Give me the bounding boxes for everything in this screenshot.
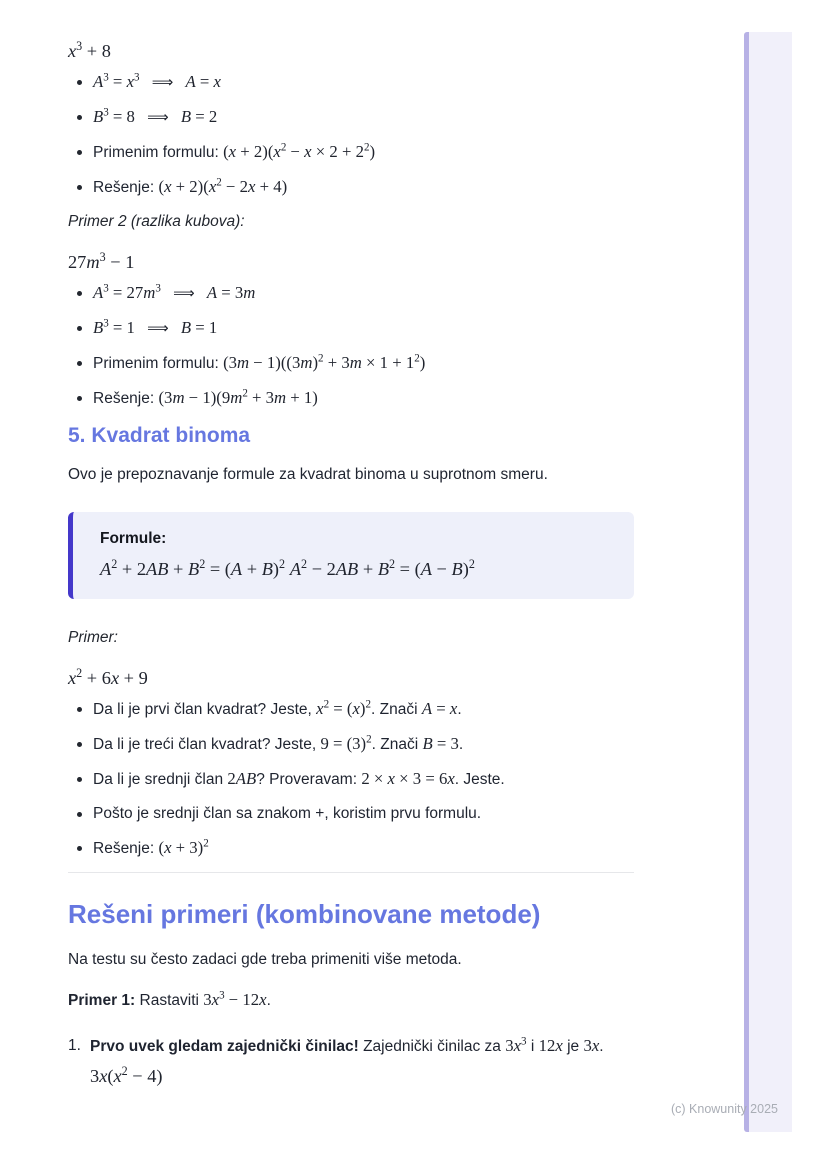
primer-1-lead: Primer 1: Rastaviti $3x^3 - 12x$.	[68, 989, 271, 1009]
numbered-step	[68, 1034, 634, 1090]
binom-steps-list	[68, 698, 634, 860]
list-item: Rešenje: $(3m - 1)(9m^2 + 3m + 1)$	[68, 387, 634, 410]
section-divider	[68, 872, 634, 873]
list-item: $B^3 = 8$ ⟹ B = 2	[68, 106, 634, 129]
math-expression-cube-sum: $x^3 + 8$	[68, 38, 111, 61]
section-intro: Na testu su često zadaci gde treba primeniti više metoda.	[68, 951, 462, 968]
cube-diff-steps-list	[68, 282, 634, 410]
step-result-math: $3x(x^2 - 4)$	[90, 1063, 163, 1086]
numbered-steps	[68, 1034, 634, 1090]
callout-formula: $A^2 + 2AB + B^2 = (A + B)^2$ $A^2 - 2AB + B^2 = (A - B)^2$	[100, 556, 475, 579]
math-expression-cube-diff: $27m^3 - 1$	[68, 249, 135, 272]
math-expression-binom-example: $x^2 + 6x + 9$	[68, 665, 148, 688]
list-item: Da li je treći član kvadrat? Jeste, $9 = (3)^2$. Znači B = 3.	[68, 733, 634, 756]
list-item: Da li je srednji član 2AB? Proveravam: 2 × x × 3 = 6x. Jeste.	[68, 768, 634, 791]
step-number: 1.	[68, 1037, 81, 1054]
footer-credit: (c) Knowunity 2025	[670, 1102, 778, 1116]
list-item: Rešenje: $(x + 2)(x^2 - 2x + 4)$	[68, 176, 634, 199]
list-item: $B^3 = 1$ ⟹ B = 1	[68, 317, 634, 340]
example-2-label: Primer 2 (razlika kubova):	[68, 213, 245, 230]
list-item: $A^3 = 27m^3$ ⟹ A = 3m	[68, 282, 634, 305]
step-body	[90, 1034, 634, 1090]
formula-callout	[68, 512, 634, 599]
cube-sum-steps-list	[68, 71, 634, 199]
section-intro: Ovo je prepoznavanje formule za kvadrat binoma u suprotnom smeru.	[68, 466, 548, 483]
callout-title: Formule:	[100, 530, 167, 547]
section-heading-reseni-primeri: Rešeni primeri (kombinovane metode)	[68, 899, 541, 929]
step-text: Prvo uvek gledam zajednički činilac! Zajednički činilac za $3x^3$ i 12x je 3x.	[90, 1035, 604, 1055]
section-heading-kvadrat-binoma: 5. Kvadrat binoma	[68, 424, 251, 447]
example-label: Primer:	[68, 629, 118, 646]
list-item: Primenim formulu: $(x + 2)(x^2 - x \times 2 + 2^2)$	[68, 141, 634, 164]
list-item: Da li je prvi član kvadrat? Jeste, $x^2 = (x)^2$. Znači A = x.	[68, 698, 634, 721]
next-page-edge-band	[744, 32, 792, 1132]
page-content	[68, 30, 634, 1090]
list-item: Primenim formulu: $(3m - 1)((3m)^2 + 3m \times 1 + 1^2)$	[68, 352, 634, 375]
list-item: Rešenje: $(x + 3)^2$	[68, 837, 634, 860]
list-item: $A^3 = x^3$ ⟹ A = x	[68, 71, 634, 94]
list-item: Pošto je srednji član sa znakom +, koristim prvu formulu.	[68, 803, 634, 825]
